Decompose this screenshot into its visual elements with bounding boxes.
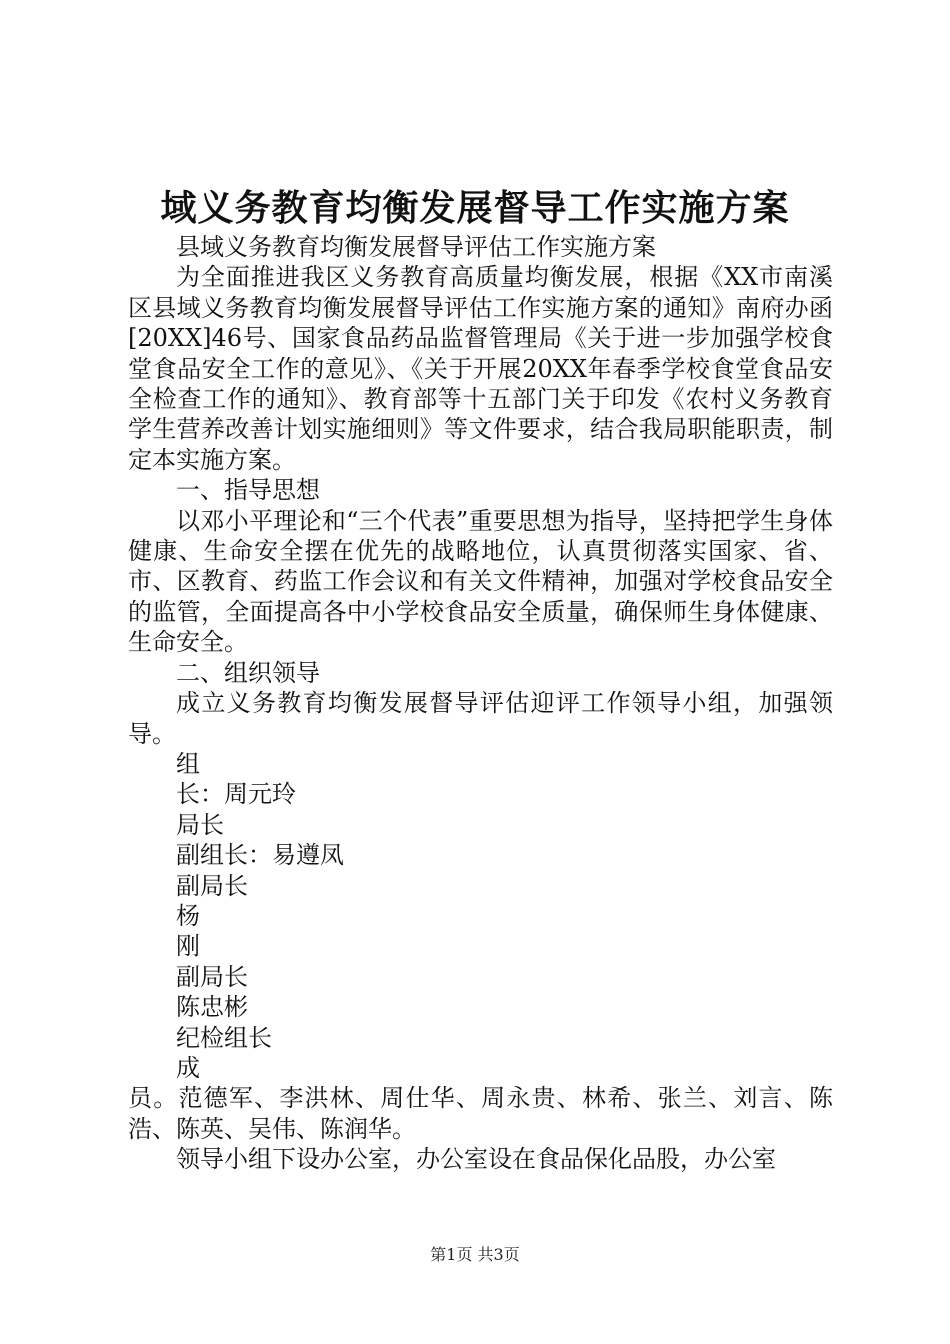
page-number-footer: 第1页 共3页 — [430, 1245, 520, 1264]
member-line: 纪检组长 — [176, 1023, 272, 1052]
guiding-ideology-paragraph: 以邓小平理论和“三个代表”重要思想为指导，坚持把学生身体健康、生命安全摆在优先的战略地位，认真贯彻落实国家、省、市、区教育、药监工作会议和有关文件精神，加强对学校食品安全的监管，全面提高各中小学校食品安全质量，确保师生身体健康、生命安全。 — [128, 506, 833, 657]
member-line: 副组长：易遵凤 — [176, 841, 344, 870]
member-line: 副局长 — [176, 871, 248, 900]
office-paragraph: 领导小组下设办公室，办公室设在食品保化品股，办公室 — [176, 1145, 776, 1174]
member-line: 杨 — [176, 901, 200, 930]
member-line: 副局长 — [176, 962, 248, 991]
section-heading-guiding-ideology: 一、指导思想 — [176, 476, 320, 505]
member-line: 成 — [176, 1053, 200, 1082]
document-title: 域义务教育均衡发展督导工作实施方案 — [160, 188, 790, 229]
section-heading-organization: 二、组织领导 — [176, 658, 320, 687]
members-list-paragraph: 员。范德军、李洪林、周仕华、周永贵、林希、张兰、刘言、陈浩、陈英、吴伟、陈润华。 — [128, 1084, 833, 1143]
member-line: 局长 — [176, 810, 224, 839]
organization-paragraph: 成立义务教育均衡发展督导评估迎评工作领导小组，加强领导。 — [128, 689, 833, 748]
intro-paragraph: 为全面推进我区义务教育高质量均衡发展，根据《XX市南溪区县域义务教育均衡发展督导评估工作实施方案的通知》南府办函[20XX]46号、国家食品药品监督管理局《关于进一步加强学校食堂食品安全工作的意见》、《关于开展20XX年春季学校食堂食品安全检查工作的通知》、教育部等十五部门关于印发《农村义务教育学生营养改善计划实施细则》等文件要求，结合我局职能职责，制定本实施方案。 — [128, 263, 833, 474]
member-line: 陈忠彬 — [176, 993, 248, 1022]
member-line: 刚 — [176, 932, 200, 961]
member-line: 长：周元玲 — [176, 780, 296, 809]
member-line: 组 — [176, 749, 200, 778]
document-body — [128, 232, 833, 1175]
subtitle-paragraph: 县域义务教育均衡发展督导评估工作实施方案 — [176, 233, 656, 261]
